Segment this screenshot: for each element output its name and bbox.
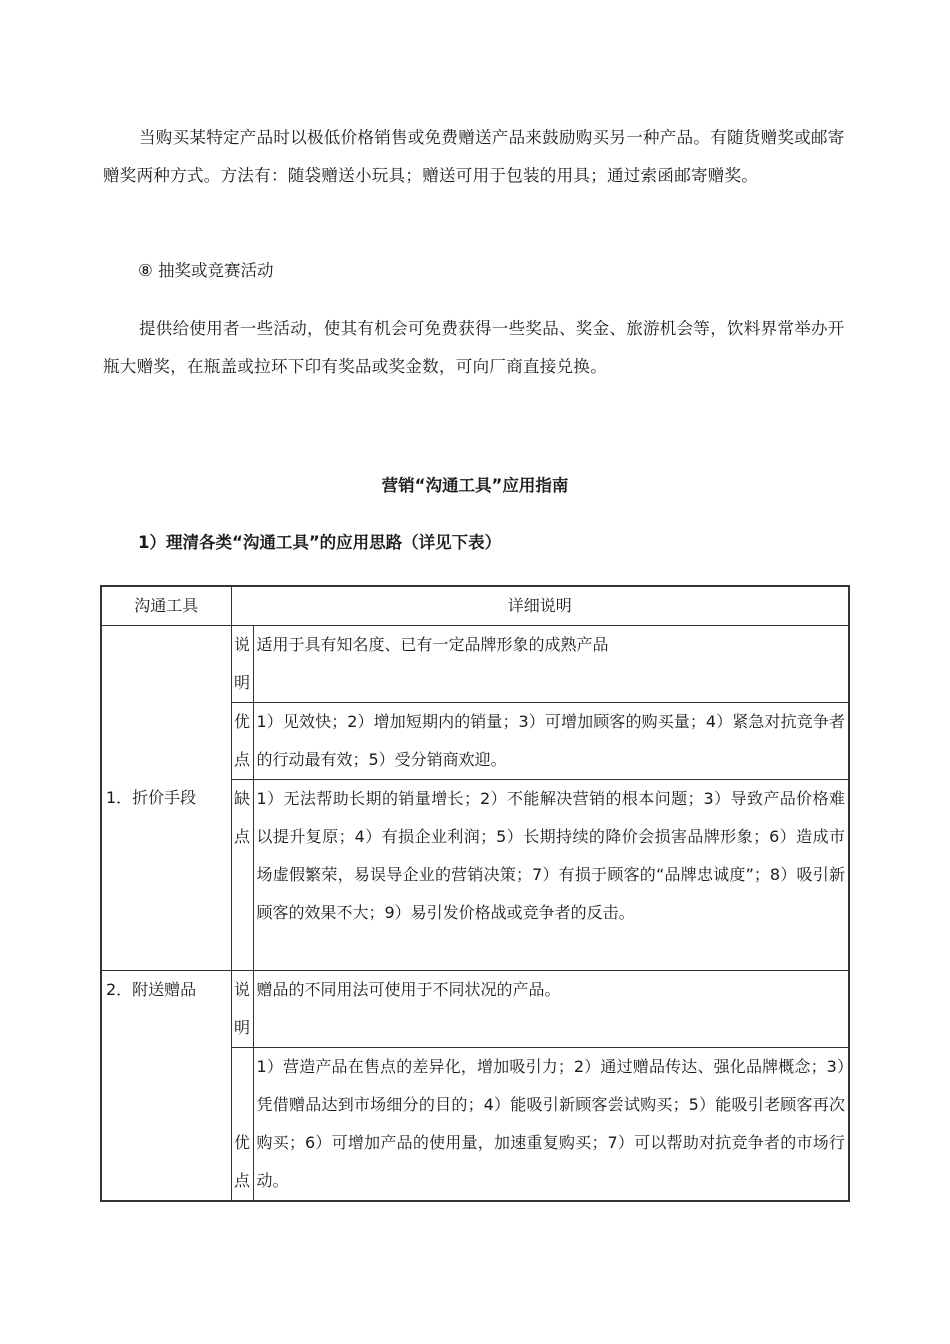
tool-name-discount: 1．折价手段: [101, 626, 231, 971]
row-description: 1）无法帮助长期的销量增长；2）不能解决营销的根本问题；3）导致产品价格难以提升复原；4）有损企业利润；5）长期持续的降价会损害品牌形象；6）造成市场虚假繁荣，易误导企业的营销决策；7）有损于顾客的“品牌忠诚度”；8）吸引新顾客的效果不大；9）易引发价格战或竞争者的反击。: [253, 780, 849, 971]
tool-name-gift: 2．附送赠品: [101, 971, 231, 1202]
row-description: 1）营造产品在售点的差异化，增加吸引力；2）通过赠品传达、强化品牌概念；3）凭借赠品达到市场细分的目的；4）能吸引新顾客尝试购买；5）能吸引老顾客再次购买；6）可增加产品的使用量，加速重复购买；7）可以帮助对抗竞争者的市场行动。: [253, 1048, 849, 1202]
table-row: [101, 626, 849, 703]
row-type-label: 优点: [231, 703, 253, 780]
header-detail: 详细说明: [231, 586, 849, 626]
header-tool: 沟通工具: [101, 586, 231, 626]
table-row: [101, 971, 849, 1048]
row-type-label: 说明: [231, 971, 253, 1048]
table-header-row: [101, 586, 849, 626]
row-description: 赠品的不同用法可使用于不同状况的产品。: [253, 971, 849, 1048]
communication-tools-table: [100, 585, 850, 1202]
paragraph-lottery-description: 提供给使用者一些活动，使其有机会可免费获得一些奖品、奖金、旅游机会等，饮料界常举办开瓶大赠奖，在瓶盖或拉环下印有奖品或奖金数，可向厂商直接兑换。: [103, 319, 845, 376]
paragraph-gift-promotion: 当购买某特定产品时以极低价格销售或免费赠送产品来鼓励购买另一种产品。有随货赠奖或邮寄赠奖两种方式。方法有：随袋赠送小玩具；赠送可用于包装的用具；通过索函邮寄赠奖。: [103, 128, 845, 185]
row-type-label: 缺点: [231, 780, 253, 971]
row-type-label: 说明: [231, 626, 253, 703]
section-subtitle: 1）理清各类“沟通工具”的应用思路（详见下表）: [138, 533, 502, 552]
row-description: 适用于具有知名度、已有一定品牌形象的成熟产品: [253, 626, 849, 703]
list-item-lottery: ⑧ 抽奖或竞赛活动: [138, 261, 274, 280]
row-type-label: 优点: [231, 1048, 253, 1202]
row-description: 1）见效快；2）增加短期内的销量；3）可增加顾客的购买量；4）紧急对抗竞争者的行动最有效；5）受分销商欢迎。: [253, 703, 849, 780]
section-title: 营销“沟通工具”应用指南: [381, 476, 569, 495]
